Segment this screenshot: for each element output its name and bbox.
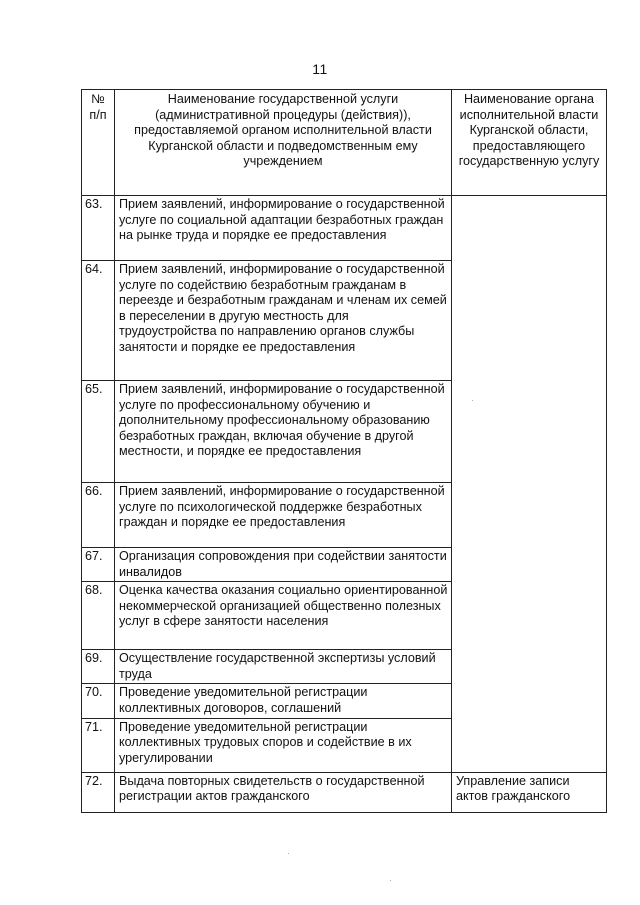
row-authority-name	[452, 381, 607, 483]
table-row	[82, 261, 607, 381]
header-service-name: Наименование государственной услуги (административной процедуры (действия)), предоставляемой органом исполнительной власти Курганской области и подведомственным ему учреждением	[115, 90, 452, 196]
row-authority-name	[452, 261, 607, 381]
page-number: 11	[312, 61, 328, 77]
row-authority-name	[452, 196, 607, 261]
scan-speck	[472, 400, 473, 401]
row-number: 64.	[82, 261, 115, 381]
table-header-row	[82, 90, 607, 196]
services-table	[81, 89, 607, 813]
header-number: № п/п	[82, 90, 115, 196]
scan-speck	[390, 880, 391, 881]
row-authority-name	[452, 650, 607, 684]
row-number: 72.	[82, 772, 115, 812]
row-number: 69.	[82, 650, 115, 684]
row-service-name: Выдача повторных свидетельств о государственной регистрации актов гражданского	[115, 772, 452, 812]
row-number: 68.	[82, 582, 115, 650]
table-row	[82, 772, 607, 812]
row-authority-name	[452, 582, 607, 650]
row-number: 70.	[82, 684, 115, 718]
table-row	[82, 483, 607, 548]
row-service-name: Прием заявлений, информирование о государственной услуге по профессиональному обучению и дополнительному профессиональному образованию безработных граждан, включая обучение в другой местности, и порядке ее предоставления	[115, 381, 452, 483]
row-authority-name: Управление записи актов гражданского	[452, 772, 607, 812]
table-row	[82, 718, 607, 772]
table-row	[82, 582, 607, 650]
row-number: 65.	[82, 381, 115, 483]
row-service-name: Оценка качества оказания социально ориентированной некоммерческой организацией общественно полезных услуг в сфере занятости населения	[115, 582, 452, 650]
row-service-name: Организация сопровождения при содействии занятости инвалидов	[115, 548, 452, 582]
row-service-name: Прием заявлений, информирование о государственной услуге по содействию безработным гражданам в переезде и безработным гражданам и членам их семей в переселении в другую местность для трудоустройства по направлению органов службы занятости и порядке ее предоставления	[115, 261, 452, 381]
scan-speck	[288, 853, 289, 854]
row-service-name: Прием заявлений, информирование о государственной услуге по психологической поддержке безработных граждан и порядке ее предоставления	[115, 483, 452, 548]
row-number: 63.	[82, 196, 115, 261]
row-authority-name	[452, 718, 607, 772]
row-number: 71.	[82, 718, 115, 772]
header-authority-name: Наименование органа исполнительной власти Курганской области, предоставляющего государственную услугу	[452, 90, 607, 196]
row-service-name: Осуществление государственной экспертизы условий труда	[115, 650, 452, 684]
row-authority-name	[452, 548, 607, 582]
table-row	[82, 196, 607, 261]
row-authority-name	[452, 684, 607, 718]
table-row	[82, 548, 607, 582]
table-row	[82, 684, 607, 718]
row-service-name: Проведение уведомительной регистрации коллективных договоров, соглашений	[115, 684, 452, 718]
row-number: 67.	[82, 548, 115, 582]
row-service-name: Прием заявлений, информирование о государственной услуге по социальной адаптации безработных граждан на рынке труда и порядке ее предоставления	[115, 196, 452, 261]
table-row	[82, 381, 607, 483]
row-number: 66.	[82, 483, 115, 548]
row-authority-name	[452, 483, 607, 548]
table-row	[82, 650, 607, 684]
row-service-name: Проведение уведомительной регистрации коллективных трудовых споров и содействие в их урегулировании	[115, 718, 452, 772]
